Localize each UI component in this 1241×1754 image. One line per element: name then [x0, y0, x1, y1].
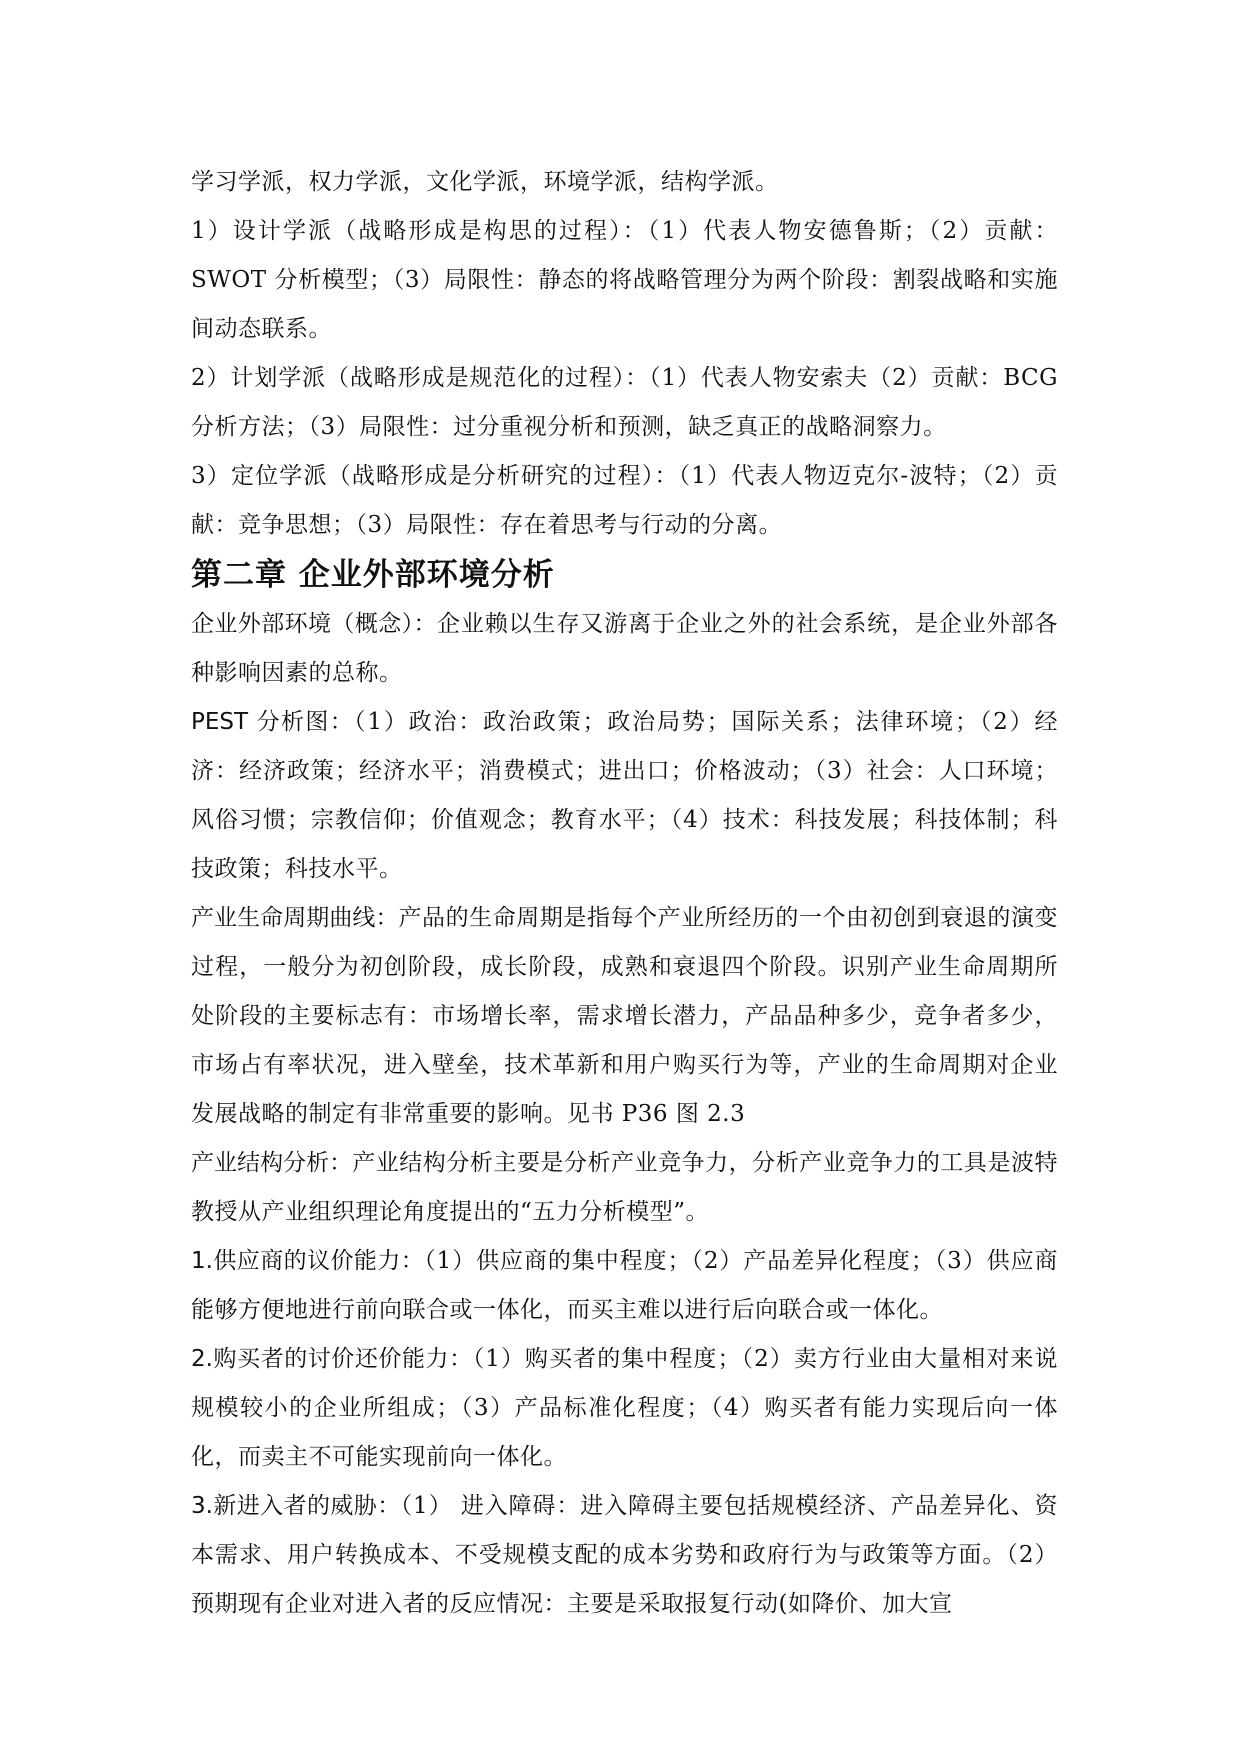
industry-lifecycle-paragraph: [191, 894, 1058, 1139]
industry-structure-paragraph: [191, 1139, 1058, 1237]
schools-list-line: 学习学派，权力学派，文化学派，环境学派，结构学派。: [191, 169, 779, 195]
pest-paragraph: [191, 698, 1058, 894]
positioning-school-paragraph: 3）定位学派（战略形成是分析研究的过程）：（1）代表人物迈克尔-波特；（2）贡献：竞争思想；（3）局限性：存在着思考与行动的分离。: [191, 463, 1058, 538]
external-environment-paragraph: [191, 600, 1058, 698]
new-entrants-text: （1） 进入障碍：进入障碍主要包括规模经济、产品差异化、资本需求、用户转换成本、不受规模支配的成本劣势和政府行为与政策等方面。（2） 预期现有企业对进入者的反应情况：主要是采取报复行动(如降价、加大宣: [191, 1493, 1058, 1617]
chapter-title: 第二章 企业外部环境分析: [191, 557, 555, 593]
supplier-power-paragraph: [191, 1237, 1058, 1335]
pest-text: （1）政治：政治政策；政治局势；国际关系；法律环境；（2）经济：经济政策；经济水平；消费模式；进出口；价格波动；（3）社会：人口环境；风俗习惯；宗教信仰；价值观念；教育水平；（4）技术：科技发展；科技体制；科技政策；科技水平。: [191, 709, 1058, 882]
external-environment-text: 企业赖以生存又游离于企业之外的社会系统，是企业外部各种影响因素的总称。: [191, 611, 1059, 686]
external-environment-label: 企业外部环境（概念）：: [191, 611, 437, 637]
supplier-power-label: 1.供应商的议价能力：: [191, 1248, 425, 1274]
new-entrants-paragraph: [191, 1482, 1058, 1629]
buyer-power-paragraph: [191, 1335, 1058, 1482]
industry-lifecycle-text: 产品的生命周期是指每个产业所经历的一个由初创到衰退的演变过程，一般分为初创阶段，成长阶段，成熟和衰退四个阶段。识别产业生命周期所处阶段的主要标志有：市场增长率，需求增长潜力，产品品种多少，竞争者多少，市场占有率状况，进入壁垒，技术革新和用户购买行为等，产业的生命周期对企业发展战略的制定有非常重要的影响。见书 P36 图 2.3: [191, 905, 1059, 1127]
industry-lifecycle-label: 产业生命周期曲线：: [191, 905, 399, 931]
planning-school-paragraph: 2）计划学派（战略形成是规范化的过程）：（1）代表人物安索夫（2）贡献：BCG 分析方法；（3）局限性：过分重视分析和预测，缺乏真正的战略洞察力。: [191, 365, 1058, 440]
industry-structure-label: 产业结构分析：: [191, 1150, 353, 1176]
design-school-paragraph: 1）设计学派（战略形成是构思的过程）：（1）代表人物安德鲁斯；（2）贡献：SWOT 分析模型；（3）局限性：静态的将战略管理分为两个阶段：割裂战略和实施间动态联系。: [191, 218, 1058, 342]
pest-label: PEST 分析图：: [191, 709, 355, 735]
document-page: [191, 158, 1058, 1629]
industry-structure-text: 产业结构分析主要是分析产业竞争力，分析产业竞争力的工具是波特教授从产业组织理论角度提出的“五力分析模型”。: [191, 1150, 1059, 1225]
supplier-power-text: （1）供应商的集中程度；（2）产品差异化程度；（3）供应商能够方便地进行前向联合或一体化，而买主难以进行后向联合或一体化。: [191, 1248, 1058, 1323]
buyer-power-label: 2.购买者的讨价还价能力：: [191, 1346, 473, 1372]
buyer-power-text: （1）购买者的集中程度；（2）卖方行业由大量相对来说规模较小的企业所组成；（3）产品标准化程度；（4）购买者有能力实现后向一体化，而卖主不可能实现前向一体化。: [191, 1346, 1058, 1470]
new-entrants-label: 3.新进入者的威胁：: [191, 1493, 401, 1519]
